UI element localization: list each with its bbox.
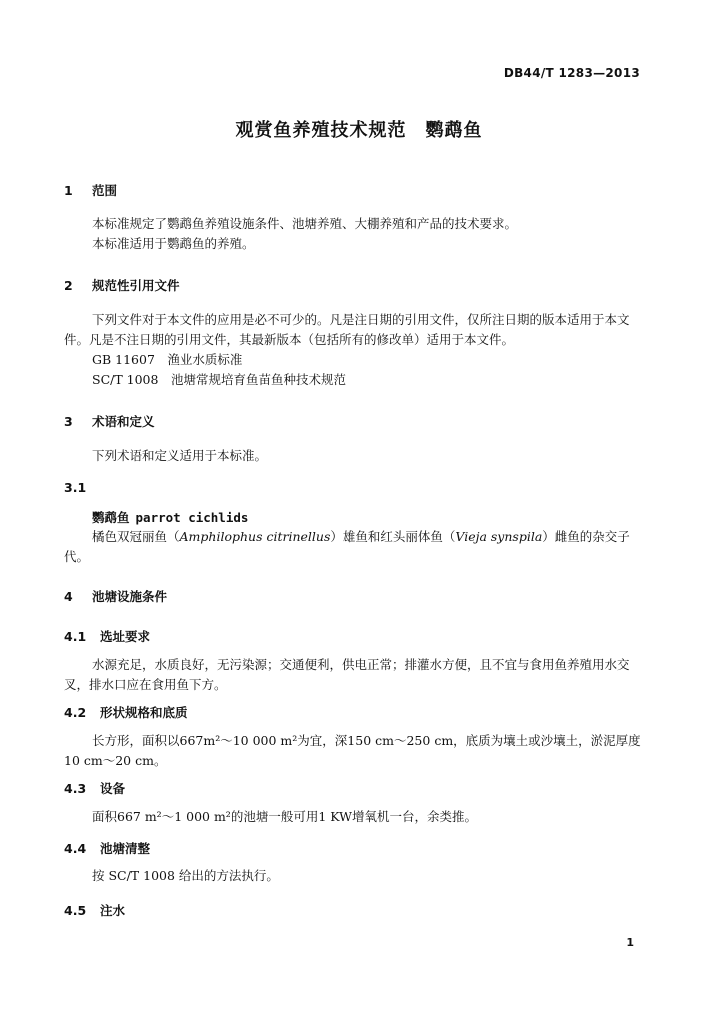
section-2-paragraph: 下列文件对于本文件的应用是必不可少的。凡是注日期的引用文件，仅所注日期的版本适用于本文件。凡是不注日期的引用文件，其最新版本（包括所有的修改单）适用于本文件。 <box>64 312 630 347</box>
definition-text-c: ）雌鱼的杂交子代。 <box>64 529 630 564</box>
section-3-heading <box>64 412 155 430</box>
clause-number: 4.5 <box>64 903 87 918</box>
term-chinese: 鹦鹉鱼 <box>92 510 130 525</box>
section-1-paragraph-1: 本标准规定了鹦鹉鱼养殖设施条件、池塘养殖、大棚养殖和产品的技术要求。 <box>92 216 518 231</box>
clause-number: 4.4 <box>64 841 87 856</box>
clause-number: 3.1 <box>64 480 87 495</box>
normative-reference-2: SC/T 1008 池塘常规培育鱼苗鱼种技术规范 <box>92 372 346 387</box>
clause-4-3-paragraph: 面积667 m²～1 000 m²的池塘一般可用1 KW增氧机一台，余类推。 <box>92 809 477 824</box>
section-1-paragraph-2: 本标准适用于鹦鹉鱼的养殖。 <box>92 236 255 251</box>
normative-reference-1: GB 11607 渔业水质标准 <box>92 352 243 367</box>
section-number: 4 <box>64 589 73 604</box>
clause-title: 注水 <box>100 903 126 918</box>
definition-text-a: 橘色双冠丽鱼（ <box>92 529 180 544</box>
document-title: 观赏鱼养殖技术规范 鹦鹉鱼 <box>235 120 483 141</box>
section-2-heading <box>64 276 180 294</box>
clause-4-1-paragraph: 水源充足，水质良好，无污染源；交通便利，供电正常；排灌水方便，且不宜与食用鱼养殖用水交叉，排水口应在食用鱼下方。 <box>64 657 630 692</box>
term-english: parrot cichlids <box>135 510 249 525</box>
section-number: 1 <box>64 183 73 198</box>
clause-title: 选址要求 <box>100 629 151 644</box>
definition-text-b: ）雄鱼和红头丽体鱼（ <box>330 529 456 544</box>
clause-3-1-number <box>64 480 86 495</box>
page-number: 1 <box>626 936 634 949</box>
standard-code: DB44/T 1283—2013 <box>503 66 640 80</box>
clause-4-4-paragraph: 按 SC/T 1008 给出的方法执行。 <box>92 868 279 883</box>
clause-number: 4.2 <box>64 705 87 720</box>
species-name-1: Amphilophus citrinellus <box>179 529 331 544</box>
section-4-heading <box>64 587 167 605</box>
section-title: 规范性引用文件 <box>92 278 180 293</box>
clause-title: 池塘清整 <box>100 841 151 856</box>
clause-4-2-heading <box>64 703 188 721</box>
clause-number: 4.1 <box>64 629 87 644</box>
section-title: 术语和定义 <box>92 414 155 429</box>
section-3-paragraph: 下列术语和定义适用于本标准。 <box>92 448 268 463</box>
section-number: 3 <box>64 414 73 429</box>
term-definition <box>64 527 648 567</box>
species-name-2: Vieja synspila <box>455 529 543 544</box>
clause-title: 形状规格和底质 <box>100 705 188 720</box>
section-title: 池塘设施条件 <box>92 589 168 604</box>
clause-title: 设备 <box>100 781 126 796</box>
section-1-heading <box>64 181 117 199</box>
clause-4-1-heading <box>64 627 150 645</box>
clause-4-3-heading <box>64 779 125 797</box>
clause-4-4-heading <box>64 839 150 857</box>
clause-4-2-paragraph: 长方形，面积以667m²～10 000 m²为宜，深150 cm～250 cm，底质为壤土或沙壤土，淤泥厚度10 cm～20 cm。 <box>64 733 641 768</box>
term-entry <box>92 508 248 526</box>
clause-number: 4.3 <box>64 781 87 796</box>
section-title: 范围 <box>92 183 118 198</box>
section-number: 2 <box>64 278 73 293</box>
clause-4-5-heading <box>64 901 125 919</box>
